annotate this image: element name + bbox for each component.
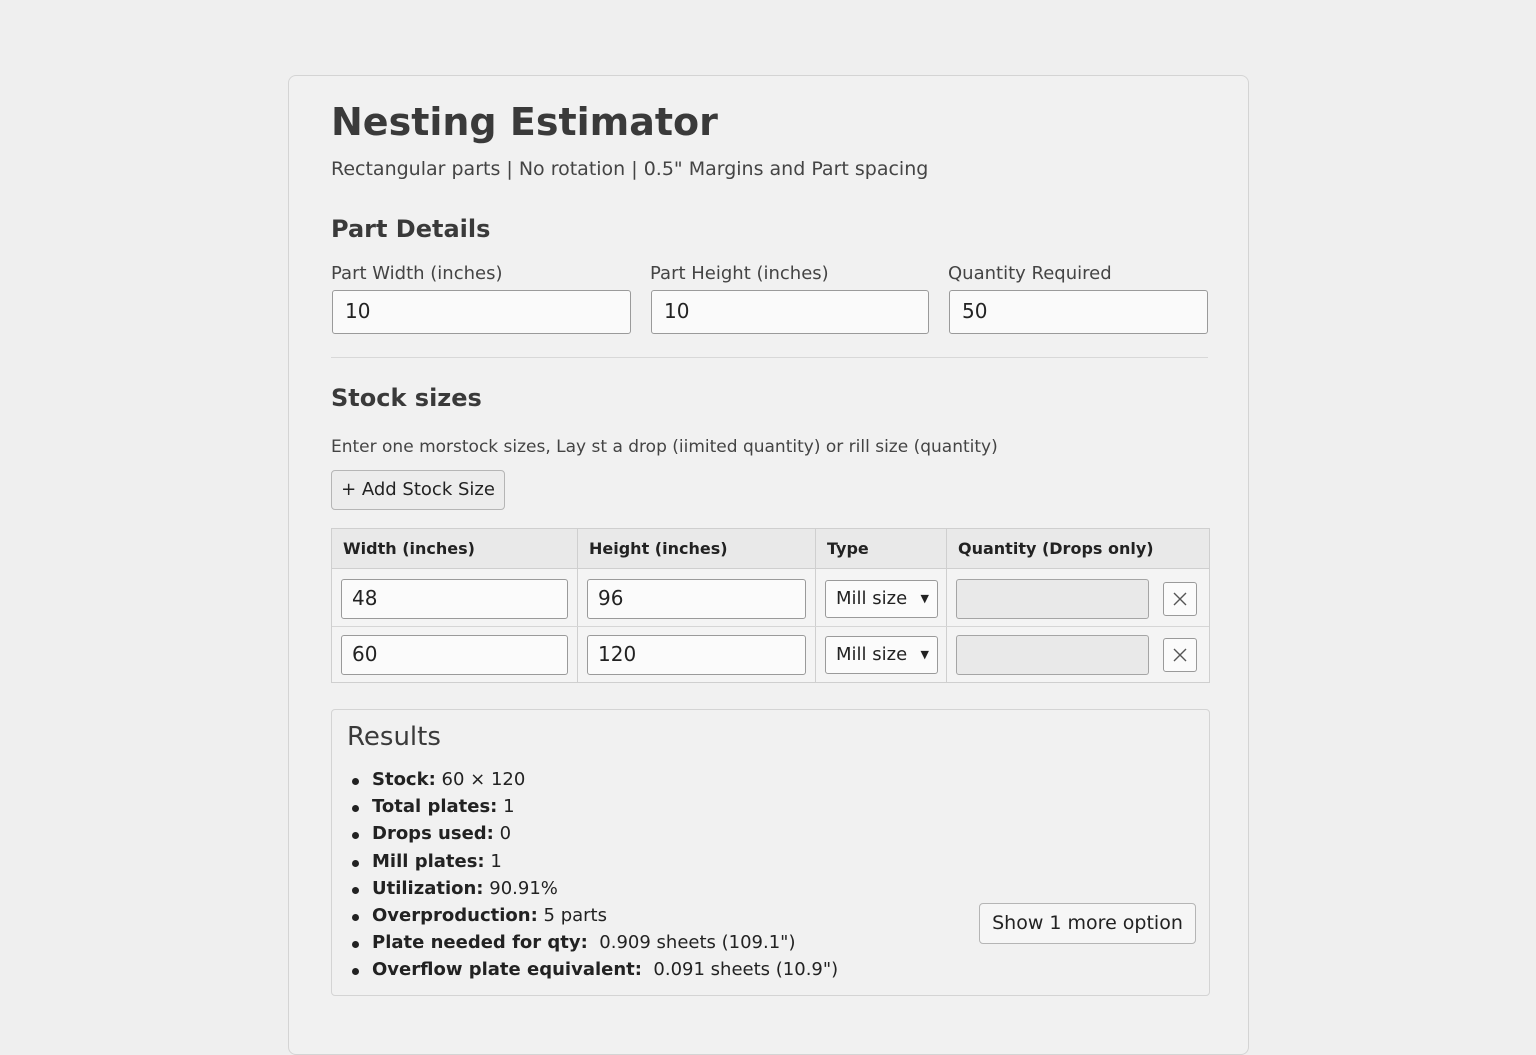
stock-type-value: Mill size xyxy=(836,588,908,609)
results-panel xyxy=(331,709,1210,996)
column-divider xyxy=(946,529,947,682)
quantity-required-label: Quantity Required xyxy=(948,263,1112,284)
column-header-height: Height (inches) xyxy=(589,539,728,558)
part-width-label: Part Width (inches) xyxy=(331,263,503,284)
results-heading: Results xyxy=(347,722,441,752)
delete-row-button[interactable] xyxy=(1163,638,1197,672)
stock-table-header xyxy=(332,529,1209,569)
part-height-label: Part Height (inches) xyxy=(650,263,829,284)
close-icon xyxy=(1172,591,1188,607)
page-title: Nesting Estimator xyxy=(331,100,718,144)
result-plate-needed: Plate needed for qty: 0.909 sheets (109.1") xyxy=(352,929,838,956)
result-utilization: Utilization: 90.91% xyxy=(352,875,838,902)
stock-type-select[interactable] xyxy=(825,580,938,618)
quantity-required-input[interactable]: 50 xyxy=(949,290,1208,334)
result-total-plates: Total plates: 1 xyxy=(352,793,838,820)
result-mill-plates: Mill plates: 1 xyxy=(352,848,838,875)
column-header-quantity: Quantity (Drops only) xyxy=(958,539,1154,558)
result-stock: Stock: 60 × 120 xyxy=(352,766,838,793)
add-stock-size-button[interactable]: + Add Stock Size xyxy=(331,470,505,510)
delete-row-button[interactable] xyxy=(1163,582,1197,616)
result-drops-used: Drops used: 0 xyxy=(352,820,838,847)
column-header-type: Type xyxy=(827,539,869,558)
show-more-option-button[interactable]: Show 1 more option xyxy=(979,903,1196,944)
part-height-input[interactable]: 10 xyxy=(651,290,929,334)
result-overflow-plate: Overflow plate equivalent: 0.091 sheets (10.9") xyxy=(352,956,838,983)
page-subtitle: Rectangular parts | No rotation | 0.5" Margins and Part spacing xyxy=(331,158,929,180)
stock-width-input[interactable]: 60 xyxy=(341,635,568,675)
stock-width-input[interactable]: 48 xyxy=(341,579,568,619)
part-width-input[interactable]: 10 xyxy=(332,290,631,334)
stock-type-select[interactable] xyxy=(825,636,938,674)
column-divider xyxy=(577,529,578,682)
part-details-heading: Part Details xyxy=(331,215,491,243)
row-divider xyxy=(332,626,1209,627)
stock-quantity-input[interactable] xyxy=(956,635,1149,675)
caret-down-icon: ▼ xyxy=(920,592,929,605)
stock-quantity-input[interactable] xyxy=(956,579,1149,619)
section-divider xyxy=(331,357,1208,358)
results-list xyxy=(352,766,838,984)
caret-down-icon: ▼ xyxy=(920,648,929,661)
stock-sizes-hint: Enter one morstock sizes, Lay st a drop (iimited quantity) or rill size (quantity) xyxy=(331,437,998,457)
stock-height-input[interactable]: 120 xyxy=(587,635,806,675)
estimator-card xyxy=(288,75,1249,1055)
stock-sizes-heading: Stock sizes xyxy=(331,384,482,412)
stock-table xyxy=(331,528,1210,683)
result-overproduction: Overproduction: 5 parts xyxy=(352,902,838,929)
column-divider xyxy=(815,529,816,682)
stock-type-value: Mill size xyxy=(836,644,908,665)
close-icon xyxy=(1172,647,1188,663)
column-header-width: Width (inches) xyxy=(343,539,475,558)
stock-height-input[interactable]: 96 xyxy=(587,579,806,619)
